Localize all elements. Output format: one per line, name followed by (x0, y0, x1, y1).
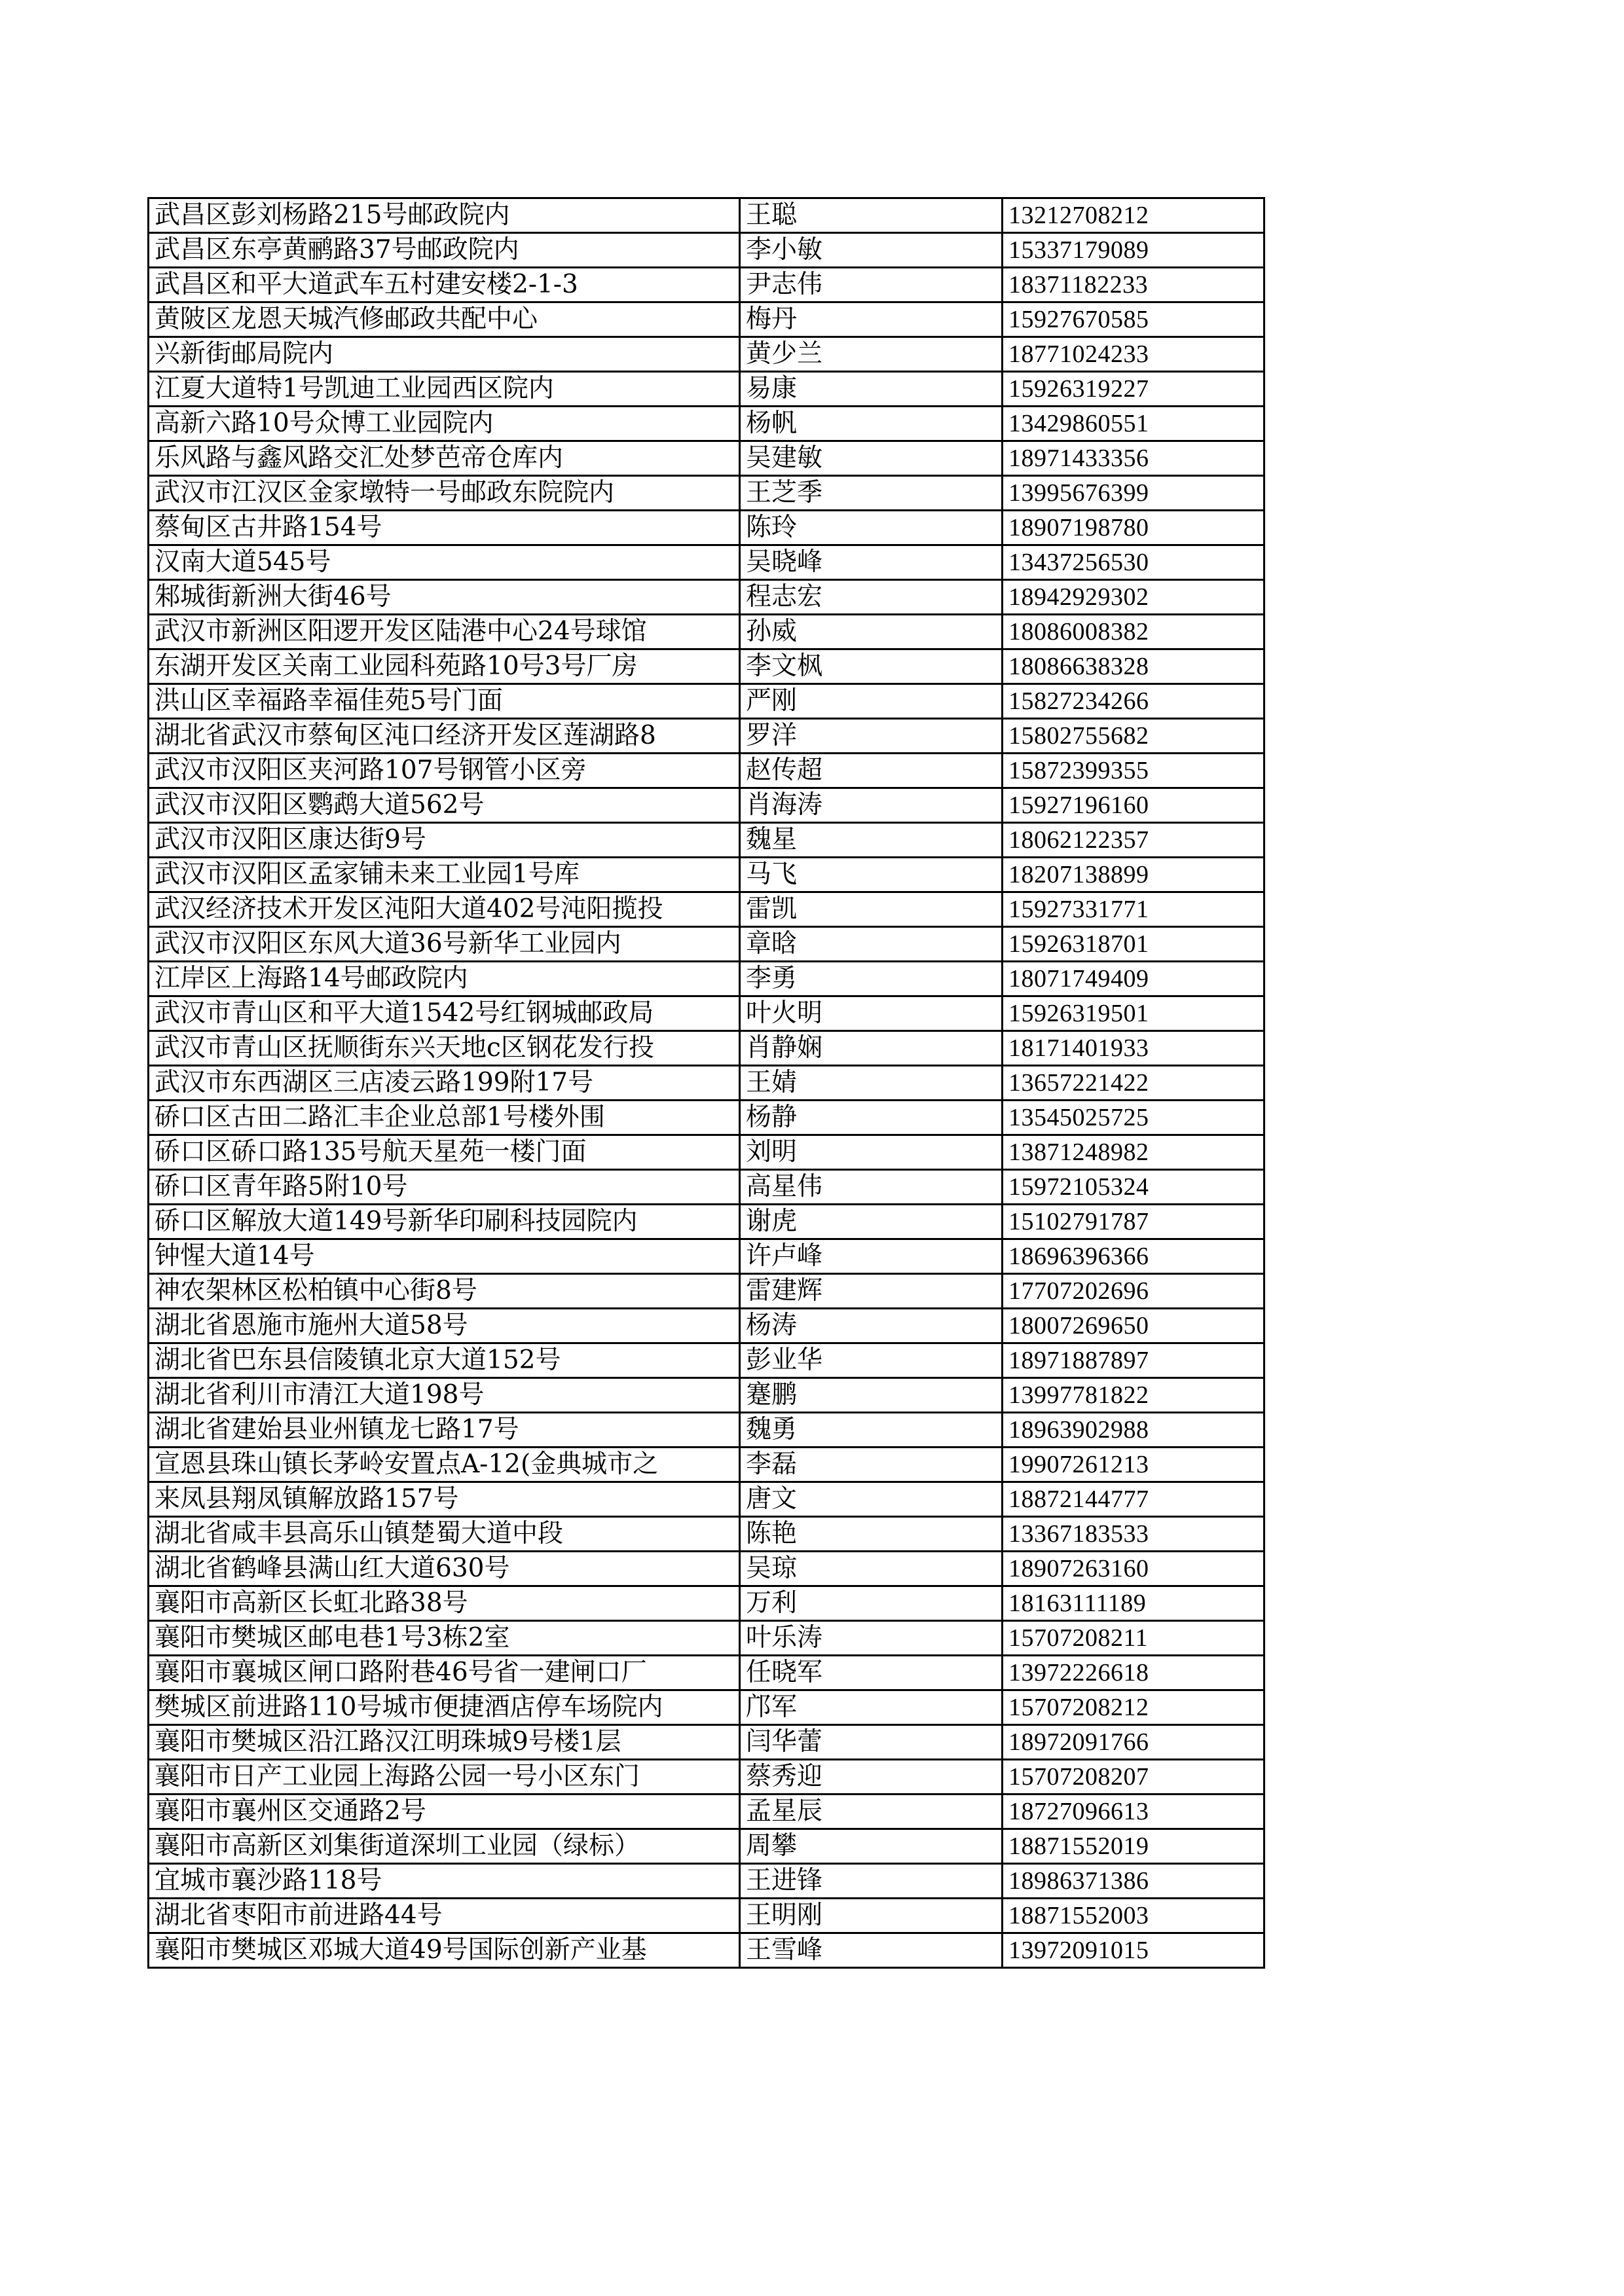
table-row (149, 1690, 1264, 1725)
phone-cell[interactable]: 18907198780 (1003, 511, 1264, 545)
address-cell[interactable]: 武汉市汉阳区鹦鹉大道562号 (149, 788, 740, 823)
phone-cell[interactable]: 15927670585 (1003, 302, 1264, 337)
phone-cell[interactable]: 18086638328 (1003, 649, 1264, 684)
table-row (149, 1170, 1264, 1205)
name-cell[interactable]: 肖静娴 (740, 1031, 1003, 1066)
address-cell[interactable]: 襄阳市高新区长虹北路38号 (149, 1586, 740, 1621)
address-cell[interactable]: 来凤县翔凤镇解放路157号 (149, 1482, 740, 1517)
table-row (149, 1552, 1264, 1586)
name-cell[interactable]: 陈艳 (740, 1517, 1003, 1552)
address-cell[interactable]: 邾城街新洲大街46号 (149, 580, 740, 615)
address-cell[interactable]: 硚口区古田二路汇丰企业总部1号楼外围 (149, 1101, 740, 1135)
address-cell[interactable]: 湖北省恩施市施州大道58号 (149, 1309, 740, 1343)
address-cell[interactable]: 硚口区青年路5附10号 (149, 1170, 740, 1205)
address-cell[interactable]: 东湖开发区关南工业园科苑路10号3号厂房 (149, 649, 740, 684)
phone-cell[interactable]: 18727096613 (1003, 1795, 1264, 1829)
phone-cell[interactable]: 15872399355 (1003, 754, 1264, 788)
phone-cell[interactable]: 18771024233 (1003, 337, 1264, 372)
table-row (149, 337, 1264, 372)
table-row (149, 788, 1264, 823)
table-row (149, 1343, 1264, 1378)
name-cell[interactable]: 王聪 (740, 198, 1003, 233)
name-cell[interactable]: 易康 (740, 372, 1003, 407)
name-cell[interactable]: 刘明 (740, 1135, 1003, 1170)
name-cell[interactable]: 李文枫 (740, 649, 1003, 684)
table-row (149, 1448, 1264, 1482)
address-cell[interactable]: 武汉经济技术开发区沌阳大道402号沌阳揽投 (149, 892, 740, 927)
name-cell[interactable]: 高星伟 (740, 1170, 1003, 1205)
table-row (149, 302, 1264, 337)
name-cell[interactable]: 叶乐涛 (740, 1621, 1003, 1656)
table-row (149, 962, 1264, 996)
table-row (149, 719, 1264, 754)
name-cell[interactable]: 雷凯 (740, 892, 1003, 927)
name-cell[interactable]: 王进锋 (740, 1864, 1003, 1899)
table-row (149, 407, 1264, 441)
name-cell[interactable]: 罗洋 (740, 719, 1003, 754)
table-row (149, 1829, 1264, 1864)
table-row (149, 1517, 1264, 1552)
name-cell[interactable]: 孟星辰 (740, 1795, 1003, 1829)
phone-cell[interactable]: 13212708212 (1003, 198, 1264, 233)
address-cell[interactable]: 襄阳市樊城区邓城大道49号国际创新产业基 (149, 1933, 740, 1968)
phone-cell[interactable]: 13367183533 (1003, 1517, 1264, 1552)
table-row (149, 1656, 1264, 1690)
name-cell[interactable]: 周攀 (740, 1829, 1003, 1864)
phone-cell[interactable]: 13437256530 (1003, 545, 1264, 580)
name-cell[interactable]: 陈玲 (740, 511, 1003, 545)
name-cell[interactable]: 杨静 (740, 1101, 1003, 1135)
table-row (149, 1795, 1264, 1829)
table-row (149, 511, 1264, 545)
address-cell[interactable]: 武汉市汉阳区孟家铺未来工业园1号库 (149, 858, 740, 892)
name-cell[interactable]: 尹志伟 (740, 268, 1003, 302)
name-cell[interactable]: 万利 (740, 1586, 1003, 1621)
address-cell[interactable]: 湖北省建始县业州镇龙七路17号 (149, 1413, 740, 1448)
address-cell[interactable]: 武汉市东西湖区三店凌云路199附17号 (149, 1066, 740, 1101)
phone-cell[interactable]: 17707202696 (1003, 1274, 1264, 1309)
table-row (149, 1378, 1264, 1413)
phone-cell[interactable]: 13545025725 (1003, 1101, 1264, 1135)
table-row (149, 1933, 1264, 1968)
table-row (149, 858, 1264, 892)
address-cell[interactable]: 江岸区上海路14号邮政院内 (149, 962, 740, 996)
address-cell[interactable]: 洪山区幸福路幸福佳苑5号门面 (149, 684, 740, 719)
phone-cell[interactable]: 18942929302 (1003, 580, 1264, 615)
contact-table (147, 197, 1265, 1969)
address-cell[interactable]: 武昌区彭刘杨路215号邮政院内 (149, 198, 740, 233)
name-cell[interactable]: 任晓军 (740, 1656, 1003, 1690)
name-cell[interactable]: 邝军 (740, 1690, 1003, 1725)
phone-cell[interactable]: 15926319227 (1003, 372, 1264, 407)
address-cell[interactable]: 襄阳市樊城区邮电巷1号3栋2室 (149, 1621, 740, 1656)
name-cell[interactable]: 叶火明 (740, 996, 1003, 1031)
name-cell[interactable]: 吴建敏 (740, 441, 1003, 476)
table-row (149, 1482, 1264, 1517)
name-cell[interactable]: 马飞 (740, 858, 1003, 892)
address-cell[interactable]: 湖北省鹤峰县满山红大道630号 (149, 1552, 740, 1586)
phone-cell[interactable]: 18972091766 (1003, 1725, 1264, 1760)
address-cell[interactable]: 襄阳市襄州区交通路2号 (149, 1795, 740, 1829)
phone-cell[interactable]: 13657221422 (1003, 1066, 1264, 1101)
name-cell[interactable]: 梅丹 (740, 302, 1003, 337)
phone-cell[interactable]: 13972226618 (1003, 1656, 1264, 1690)
table-row (149, 823, 1264, 858)
address-cell[interactable]: 襄阳市日产工业园上海路公园一号小区东门 (149, 1760, 740, 1795)
phone-cell[interactable]: 15102791787 (1003, 1205, 1264, 1239)
table-row (149, 1586, 1264, 1621)
phone-cell[interactable]: 15926318701 (1003, 927, 1264, 962)
address-cell[interactable]: 宜城市襄沙路118号 (149, 1864, 740, 1899)
name-cell[interactable]: 唐文 (740, 1482, 1003, 1517)
phone-cell[interactable]: 18971433356 (1003, 441, 1264, 476)
address-cell[interactable]: 襄阳市高新区刘集街道深圳工业园（绿标） (149, 1829, 740, 1864)
phone-cell[interactable]: 18007269650 (1003, 1309, 1264, 1343)
address-cell[interactable]: 硚口区解放大道149号新华印刷科技园院内 (149, 1205, 740, 1239)
phone-cell[interactable]: 15337179089 (1003, 233, 1264, 268)
name-cell[interactable]: 李小敏 (740, 233, 1003, 268)
address-cell[interactable]: 湖北省咸丰县高乐山镇楚蜀大道中段 (149, 1517, 740, 1552)
name-cell[interactable]: 章晗 (740, 927, 1003, 962)
phone-cell[interactable]: 13995676399 (1003, 476, 1264, 511)
spreadsheet-sheet (147, 197, 1263, 1969)
name-cell[interactable]: 蹇鹏 (740, 1378, 1003, 1413)
table-row (149, 615, 1264, 649)
table-row (149, 372, 1264, 407)
name-cell[interactable]: 吴琼 (740, 1552, 1003, 1586)
phone-cell[interactable]: 13871248982 (1003, 1135, 1264, 1170)
table-body (149, 198, 1264, 1968)
address-cell[interactable]: 襄阳市襄城区闸口路附巷46号省一建闸口厂 (149, 1656, 740, 1690)
table-row (149, 198, 1264, 233)
phone-cell[interactable]: 18986371386 (1003, 1864, 1264, 1899)
address-cell[interactable]: 宣恩县珠山镇长茅岭安置点A-12(金典城市之 (149, 1448, 740, 1482)
address-cell[interactable]: 武汉市汉阳区东风大道36号新华工业园内 (149, 927, 740, 962)
table-row (149, 1864, 1264, 1899)
table-row (149, 1274, 1264, 1309)
address-cell[interactable]: 黄陂区龙恩天城汽修邮政共配中心 (149, 302, 740, 337)
table-row (149, 580, 1264, 615)
phone-cell[interactable]: 13997781822 (1003, 1378, 1264, 1413)
table-row (149, 1239, 1264, 1274)
address-cell[interactable]: 武汉市新洲区阳逻开发区陆港中心24号球馆 (149, 615, 740, 649)
phone-cell[interactable]: 18963902988 (1003, 1413, 1264, 1448)
phone-cell[interactable]: 18907263160 (1003, 1552, 1264, 1586)
phone-cell[interactable]: 15972105324 (1003, 1170, 1264, 1205)
address-cell[interactable]: 武汉市青山区和平大道1542号红钢城邮政局 (149, 996, 740, 1031)
name-cell[interactable]: 李勇 (740, 962, 1003, 996)
name-cell[interactable]: 肖海涛 (740, 788, 1003, 823)
address-cell[interactable]: 高新六路10号众博工业园院内 (149, 407, 740, 441)
phone-cell[interactable]: 18071749409 (1003, 962, 1264, 996)
table-row (149, 1899, 1264, 1933)
name-cell[interactable]: 许卢峰 (740, 1239, 1003, 1274)
name-cell[interactable]: 王雪峰 (740, 1933, 1003, 1968)
table-row (149, 268, 1264, 302)
phone-cell[interactable]: 13972091015 (1003, 1933, 1264, 1968)
address-cell[interactable]: 湖北省巴东县信陵镇北京大道152号 (149, 1343, 740, 1378)
address-cell[interactable]: 乐风路与鑫风路交汇处梦芭帝仓库内 (149, 441, 740, 476)
name-cell[interactable]: 蔡秀迎 (740, 1760, 1003, 1795)
table-row (149, 1725, 1264, 1760)
phone-cell[interactable]: 15927331771 (1003, 892, 1264, 927)
address-cell[interactable]: 武汉市汉阳区夹河路107号钢管小区旁 (149, 754, 740, 788)
address-cell[interactable]: 硚口区硚口路135号航天星苑一楼门面 (149, 1135, 740, 1170)
address-cell[interactable]: 武汉市青山区抚顺街东兴天地c区钢花发行投 (149, 1031, 740, 1066)
table-row (149, 1621, 1264, 1656)
table-row (149, 1760, 1264, 1795)
phone-cell[interactable]: 18971887897 (1003, 1343, 1264, 1378)
table-row (149, 1031, 1264, 1066)
address-cell[interactable]: 钟惺大道14号 (149, 1239, 740, 1274)
table-row (149, 1413, 1264, 1448)
name-cell[interactable]: 杨涛 (740, 1309, 1003, 1343)
phone-cell[interactable]: 19907261213 (1003, 1448, 1264, 1482)
phone-cell[interactable]: 15926319501 (1003, 996, 1264, 1031)
name-cell[interactable]: 杨帆 (740, 407, 1003, 441)
table-row (149, 441, 1264, 476)
address-cell[interactable]: 襄阳市樊城区沿江路汉江明珠城9号楼1层 (149, 1725, 740, 1760)
table-row (149, 754, 1264, 788)
phone-cell[interactable]: 15707208212 (1003, 1690, 1264, 1725)
name-cell[interactable]: 魏勇 (740, 1413, 1003, 1448)
phone-cell[interactable]: 15707208211 (1003, 1621, 1264, 1656)
phone-cell[interactable]: 18871552019 (1003, 1829, 1264, 1864)
table-row (149, 684, 1264, 719)
address-cell[interactable]: 江夏大道特1号凯迪工业园西区院内 (149, 372, 740, 407)
phone-cell[interactable]: 18207138899 (1003, 858, 1264, 892)
address-cell[interactable]: 武昌区和平大道武车五村建安楼2-1-3 (149, 268, 740, 302)
phone-cell[interactable]: 18871552003 (1003, 1899, 1264, 1933)
table-row (149, 1205, 1264, 1239)
table-row (149, 476, 1264, 511)
name-cell[interactable]: 李磊 (740, 1448, 1003, 1482)
table-row (149, 892, 1264, 927)
table-row (149, 1066, 1264, 1101)
phone-cell[interactable]: 15827234266 (1003, 684, 1264, 719)
phone-cell[interactable]: 15927196160 (1003, 788, 1264, 823)
address-cell[interactable]: 樊城区前进路110号城市便捷酒店停车场院内 (149, 1690, 740, 1725)
table-row (149, 927, 1264, 962)
name-cell[interactable]: 程志宏 (740, 580, 1003, 615)
phone-cell[interactable]: 18062122357 (1003, 823, 1264, 858)
phone-cell[interactable]: 15707208207 (1003, 1760, 1264, 1795)
name-cell[interactable]: 王芝季 (740, 476, 1003, 511)
address-cell[interactable]: 蔡甸区古井路154号 (149, 511, 740, 545)
address-cell[interactable]: 武汉市汉阳区康达街9号 (149, 823, 740, 858)
phone-cell[interactable]: 18171401933 (1003, 1031, 1264, 1066)
address-cell[interactable]: 兴新街邮局院内 (149, 337, 740, 372)
name-cell[interactable]: 赵传超 (740, 754, 1003, 788)
address-cell[interactable]: 湖北省利川市清江大道198号 (149, 1378, 740, 1413)
name-cell[interactable]: 吴晓峰 (740, 545, 1003, 580)
phone-cell[interactable]: 18086008382 (1003, 615, 1264, 649)
name-cell[interactable]: 孙威 (740, 615, 1003, 649)
address-cell[interactable]: 湖北省武汉市蔡甸区沌口经济开发区莲湖路8 (149, 719, 740, 754)
name-cell[interactable]: 王明刚 (740, 1899, 1003, 1933)
table-row (149, 649, 1264, 684)
address-cell[interactable]: 武昌区东亭黄鹂路37号邮政院内 (149, 233, 740, 268)
table-row (149, 1309, 1264, 1343)
address-cell[interactable]: 汉南大道545号 (149, 545, 740, 580)
name-cell[interactable]: 黄少兰 (740, 337, 1003, 372)
name-cell[interactable]: 严刚 (740, 684, 1003, 719)
name-cell[interactable]: 闫华蕾 (740, 1725, 1003, 1760)
name-cell[interactable]: 谢虎 (740, 1205, 1003, 1239)
phone-cell[interactable]: 18163111189 (1003, 1586, 1264, 1621)
phone-cell[interactable]: 18696396366 (1003, 1239, 1264, 1274)
phone-cell[interactable]: 13429860551 (1003, 407, 1264, 441)
name-cell[interactable]: 魏星 (740, 823, 1003, 858)
table-row (149, 996, 1264, 1031)
table-row (149, 1101, 1264, 1135)
name-cell[interactable]: 雷建辉 (740, 1274, 1003, 1309)
phone-cell[interactable]: 15802755682 (1003, 719, 1264, 754)
address-cell[interactable]: 湖北省枣阳市前进路44号 (149, 1899, 740, 1933)
table-row (149, 233, 1264, 268)
table-row (149, 545, 1264, 580)
address-cell[interactable]: 神农架林区松柏镇中心街8号 (149, 1274, 740, 1309)
name-cell[interactable]: 王婧 (740, 1066, 1003, 1101)
phone-cell[interactable]: 18872144777 (1003, 1482, 1264, 1517)
name-cell[interactable]: 彭业华 (740, 1343, 1003, 1378)
phone-cell[interactable]: 18371182233 (1003, 268, 1264, 302)
address-cell[interactable]: 武汉市江汉区金家墩特一号邮政东院院内 (149, 476, 740, 511)
table-row (149, 1135, 1264, 1170)
